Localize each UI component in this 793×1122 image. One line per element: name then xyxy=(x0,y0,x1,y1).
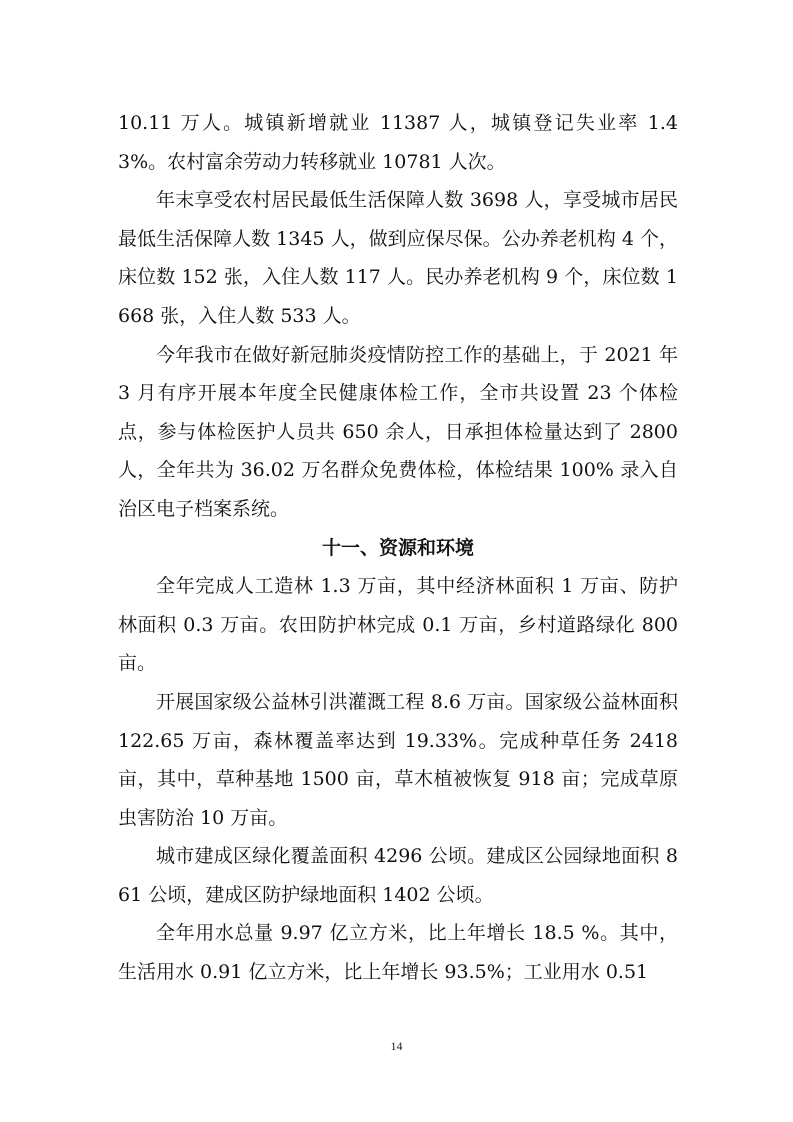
paragraph-health-check: 今年我市在做好新冠肺炎疫情防控工作的基础上，于 2021 年 3 月有序开展本年度全民健康体检工作，全市共设置 23 个体检点，参与体检医护人员共 650 余人，日承担体检量达到了 2800 人，全年共为 36.02 万名群众免费体检，体检结果 100% 录入自治区电子档案系统。 xyxy=(118,343,678,520)
paragraph-public-forest: 开展国家级公益林引洪灌溉工程 8.6 万亩。国家级公益林面积 122.65 万亩，森林覆盖率达到 19.33%。完成种草任务 2418 亩，其中，草种基地 1500 亩，草木植被恢复 918 亩；完成草原虫害防治 10 万亩。 xyxy=(118,690,678,829)
paragraph-employment: 10.11 万人。城镇新增就业 11387 人，城镇登记失业率 1.43%。农村富余劳动力转移就业 10781 人次。 xyxy=(118,112,678,173)
page-number: 14 xyxy=(390,1039,403,1053)
paragraph-afforestation: 全年完成人工造林 1.3 万亩，其中经济林面积 1 万亩、防护林面积 0.3 万亩。农田防护林完成 0.1 万亩，乡村道路绿化 800 亩。 xyxy=(118,575,678,675)
paragraph-urban-green: 城市建成区绿化覆盖面积 4296 公顷。建成区公园绿地面积 861 公顷，建成区防护绿地面积 1402 公顷。 xyxy=(118,845,678,906)
paragraph-social-security: 年末享受农村居民最低生活保障人数 3698 人，享受城市居民最低生活保障人数 1345 人，做到应保尽保。公办养老机构 4 个，床位数 152 张，入住人数 117 人。民办养老机构 9 个，床位数 1668 张，入住人数 533 人。 xyxy=(118,189,678,327)
section-heading: 十一、资源和环境 xyxy=(321,536,474,559)
body-text xyxy=(118,104,678,992)
paragraph-water-use: 全年用水总量 9.97 亿立方米，比上年增长 18.5 %。其中，生活用水 0.91 亿立方米，比上年增长 93.5%；工业用水 0.51 xyxy=(118,922,678,984)
